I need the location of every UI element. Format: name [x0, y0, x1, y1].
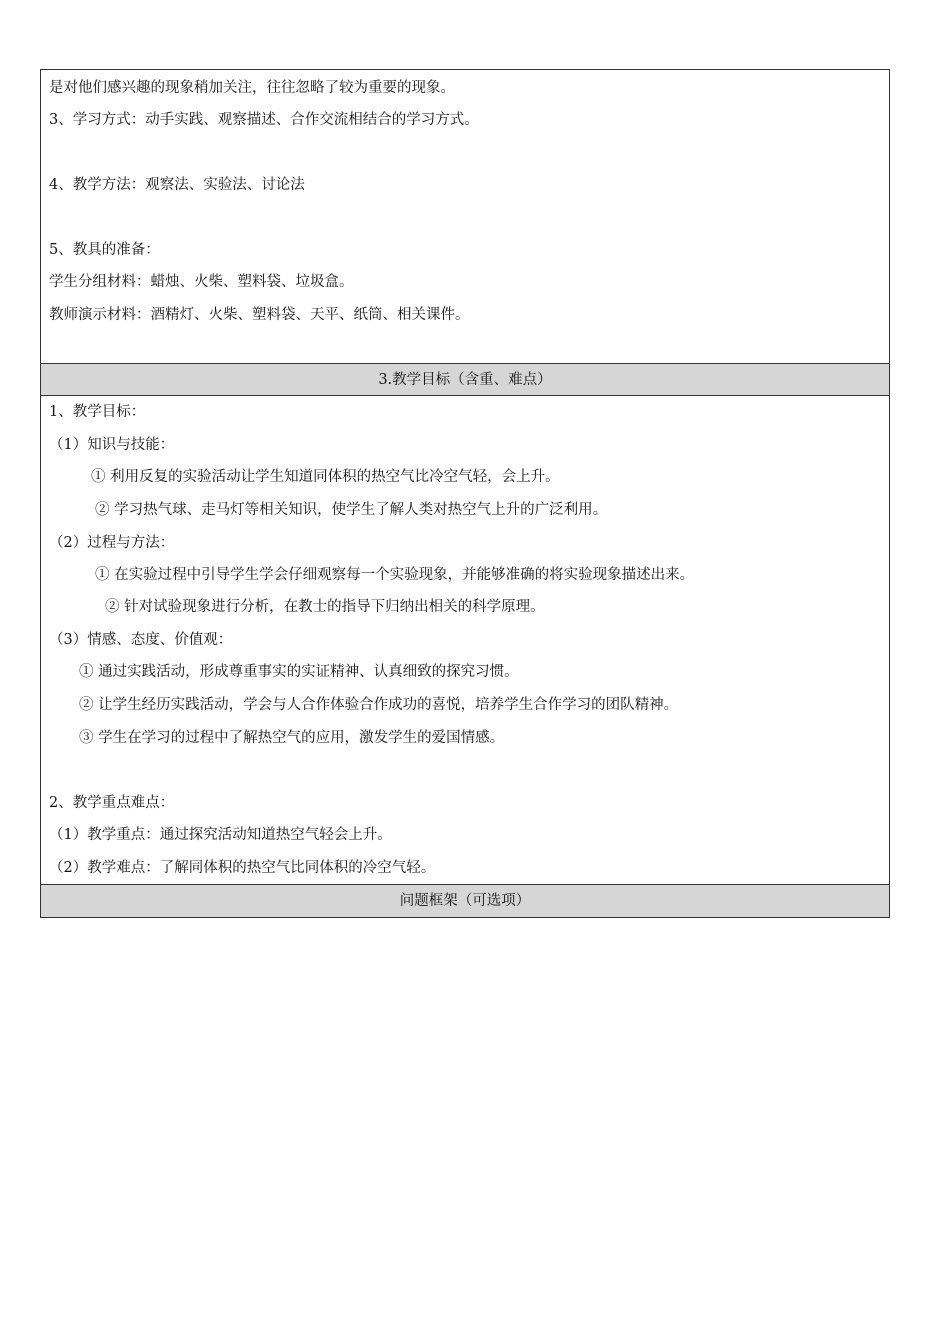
question-framework-header: 问题框架（可选项）: [41, 885, 889, 917]
difficulty-line: （2）教学难点：了解同体积的热空气比同体积的冷空气轻。: [49, 860, 436, 876]
objective-item: ② 针对试验现象进行分析，在教士的指导下归纳出相关的科学原理。: [105, 599, 545, 615]
objective-item: ② 学习热气球、走马灯等相关知识，使学生了解人类对热空气上升的广泛利用。: [95, 502, 608, 518]
objective-item: ② 让学生经历实践活动，学会与人合作体验合作成功的喜悦，培养学生合作学习的团队精神。: [79, 697, 679, 713]
objective-item: ① 通过实践活动，形成尊重事实的实证精神、认真细致的探究习惯。: [79, 664, 519, 680]
objectives-cell: [41, 396, 889, 885]
process-method-heading: （2）过程与方法：: [49, 535, 175, 551]
objective-item: ③ 学生在学习的过程中了解热空气的应用，激发学生的爱国情感。: [79, 730, 505, 746]
teaching-method-line: 4、教学方法：观察法、实验法、讨论法: [49, 177, 305, 193]
knowledge-skills-heading: （1）知识与技能：: [49, 437, 175, 453]
objectives-header: 3.教学目标（含重、难点）: [41, 364, 889, 396]
emotion-values-heading: （3）情感、态度、价值观：: [49, 632, 233, 648]
materials-heading: 5、教具的准备：: [49, 242, 160, 258]
student-materials-line: 学生分组材料：蜡烛、火柴、塑料袋、垃圾盒。: [49, 274, 354, 290]
key-difficulty-heading: 2、教学重点难点：: [49, 795, 175, 811]
objective-item: ① 利用反复的实验活动让学生知道同体积的热空气比冷空气轻，会上升。: [91, 469, 560, 485]
learning-style-line: 3、学习方式：动手实践、观察描述、合作交流相结合的学习方式。: [49, 112, 479, 128]
objectives-heading: 1、教学目标：: [49, 404, 146, 420]
objective-item: ① 在实验过程中引导学生学会仔细观察每一个实验现象，并能够准确的将实验现象描述出来。: [95, 567, 695, 583]
teacher-materials-line: 教师演示材料：酒精灯、火柴、塑料袋、天平、纸筒、相关课件。: [49, 307, 470, 323]
text-line: 是对他们感兴趣的现象稍加关注，往往忽略了较为重要的现象。: [49, 80, 455, 96]
key-point-line: （1）教学重点：通过探究活动知道热空气轻会上升。: [49, 827, 392, 843]
learning-analysis-cell: [41, 70, 889, 364]
lesson-plan-table: [40, 69, 890, 918]
